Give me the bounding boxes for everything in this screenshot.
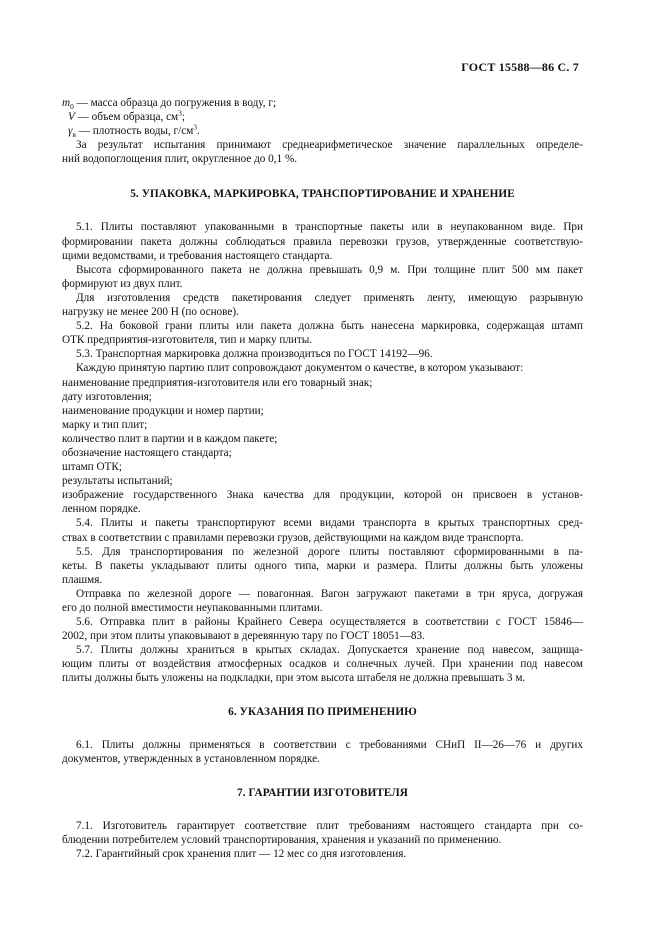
list-item: результаты испытаний;	[62, 475, 173, 488]
result-paragraph	[62, 138, 583, 166]
text-line: Высота сформированного пакета не должна превышать 0,9 м. При толщине плит 500 мм пакет	[76, 263, 583, 276]
symbol-gamma: γ	[68, 125, 73, 138]
text-line: Для изготовления средств пакетирования следует применять ленту, имеющую разрывную	[76, 291, 583, 304]
text-line: 5.1. Плиты поставляют упакованными в транспортные пакеты или в неупакованном виде. При	[76, 221, 583, 234]
running-header: ГОСТ 15588—86 С. 7	[461, 60, 579, 74]
text-line: нагрузку не менее 200 Н (по основе).	[62, 306, 239, 319]
list-item: дату изготовления;	[62, 390, 152, 403]
definition-text: — объем образца, см	[74, 111, 179, 124]
text-line: 5.3. Транспортная маркировка должна производиться по ГОСТ 14192—96.	[76, 348, 433, 361]
definition-m0	[62, 96, 583, 110]
list-item: наименование предприятия-изготовителя или его товарный знак;	[62, 376, 373, 389]
list-item: количество плит в партии и в каждом пакете;	[62, 432, 278, 445]
definition-text: — масса образца до погружения в воду, г;	[73, 97, 277, 109]
subscript-v: в	[72, 130, 76, 140]
text-line: плашмя.	[62, 573, 103, 586]
text-line: кеты. В пакеты укладывают плиты одного типа, марки и размера. Плиты должны быть уложены	[62, 559, 583, 572]
text-line: 5.5. Для транспортирования по железной дороге плиты поставляют сформированными в па-	[76, 545, 583, 558]
list-item: штамп ОТК;	[62, 461, 122, 474]
text-line: 2002, при этом плиты упаковывают в деревянную тару по ГОСТ 18051—83.	[62, 630, 425, 643]
text-line: его до полной вместимости неупакованными плитами.	[62, 602, 323, 614]
text-line: документов, утвержденных в установленном порядке.	[62, 752, 320, 765]
section-7-body	[62, 819, 583, 861]
text-line: Отправка по железной дороге — повагонная. Вагон загружают пакетами в три яруса, догружая	[76, 587, 583, 600]
text-line: ленном порядке.	[62, 503, 141, 516]
text-line: ствах в соответствии с правилами перевозки грузов, действующими на каждом виде транспорта.	[62, 531, 524, 544]
text-line: 6.1. Плиты должны применяться в соответствии с требованиями СНиП II—26—76 и других	[76, 738, 583, 751]
text-line: формировании пакета должны соблюдаться правила перевозки грузов, утвержденные соответствую-	[62, 235, 583, 248]
text-line: За результат испытания принимают среднеарифметическое значение параллельных определе-	[76, 139, 583, 152]
text-line: 7.1. Изготовитель гарантирует соответствие плит требованиям настоящего стандарта при со-	[76, 819, 583, 832]
superscript-3: 3	[178, 108, 182, 118]
subscript-0: 0	[70, 102, 74, 112]
definition-text: — плотность воды, г/см	[75, 125, 194, 138]
section-7-heading: 7. ГАРАНТИИ ИЗГОТОВИТЕЛЯ	[237, 786, 408, 799]
text-line: Каждую принятую партию плит сопровождают документом о качестве, в котором указывают:	[76, 362, 524, 375]
list-item: обозначение настоящего стандарта;	[62, 446, 232, 459]
section-5-body	[62, 220, 583, 685]
text-line: 5.6. Отправка плит в районы Крайнего Севера осуществляется в соответствии с ГОСТ 15846—	[76, 616, 583, 629]
formula-definitions	[62, 96, 583, 138]
section-6-heading: 6. УКАЗАНИЯ ПО ПРИМЕНЕНИЮ	[228, 705, 417, 718]
text-line: ний водопоглощения плит, округленное до 0,1 %.	[62, 153, 298, 166]
list-item: марку и тип плит;	[62, 418, 148, 431]
definition-gamma	[62, 124, 583, 138]
list-item: наименование продукции и номер партии;	[62, 404, 264, 417]
text-line: блюдении потребителем условий транспортирования, хранения и указаний по применению.	[62, 833, 502, 846]
text-line: 5.7. Плиты должны храниться в крытых складах. Допускается хранение под навесом, защища-	[76, 644, 583, 657]
definition-v	[62, 110, 583, 124]
text-line: 5.2. На боковой грани плиты или пакета должна быть нанесена маркировка, содержащая штамп	[76, 320, 583, 333]
superscript-3: 3	[193, 122, 198, 132]
text-line: формируют из двух плит.	[62, 277, 183, 290]
section-5-heading: 5. УПАКОВКА, МАРКИРОВКА, ТРАНСПОРТИРОВАНИЕ И ХРАНЕНИЕ	[130, 188, 515, 201]
definition-tail: ;	[181, 111, 185, 124]
text-line: 5.4. Плиты и пакеты транспортируют всеми видами транспорта в крытых транспортных сред-	[76, 517, 583, 530]
text-line: щими ведомствами, и требования настоящего стандарта.	[62, 249, 333, 262]
text-line: ОТК предприятия-изготовителя, тип и марку плиты.	[62, 334, 313, 347]
section-6-body	[62, 738, 583, 766]
text-line: плиты должны быть уложены на подкладки, при этом высота штабеля не должна превышать 3 м.	[62, 672, 526, 685]
list-item: изображение государственного Знака качества для продукции, которой он присвоен в установ-	[62, 489, 583, 502]
text-line: 7.2. Гарантийный срок хранения плит — 12 мес со дня изготовления.	[76, 847, 407, 860]
symbol-m: m	[62, 97, 71, 109]
definition-tail: .	[197, 125, 200, 138]
symbol-v: V	[68, 111, 75, 124]
text-line: ющим плиты от воздействия атмосферных осадков и солнечных лучей. При хранении под навесом	[62, 658, 583, 671]
document-body	[62, 96, 583, 861]
